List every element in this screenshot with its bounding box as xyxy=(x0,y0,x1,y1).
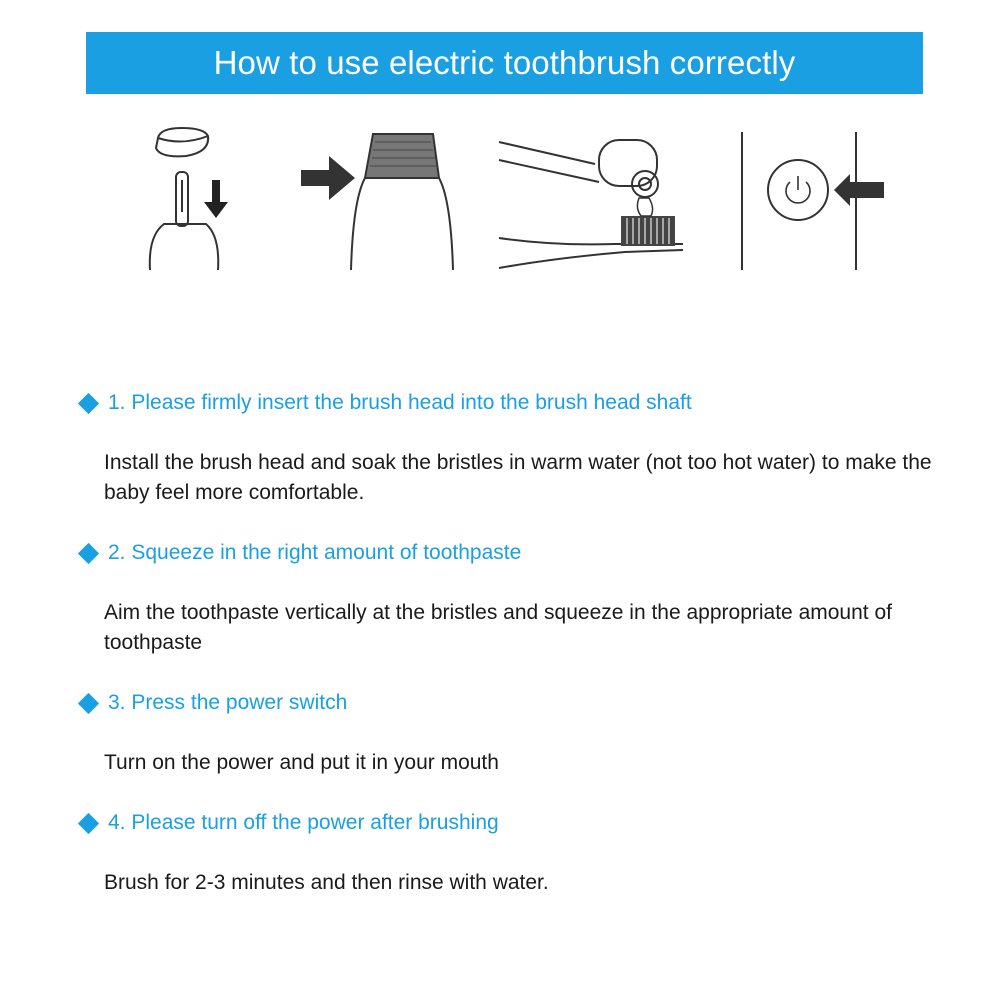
step-4-title: 4. Please turn off the power after brushing xyxy=(108,811,499,834)
diamond-bullet-icon xyxy=(78,812,99,833)
brush-head-insert-icon xyxy=(130,120,250,280)
step-4-heading xyxy=(76,808,499,838)
diamond-bullet-icon xyxy=(78,692,99,713)
step-2-title: 2. Squeeze in the right amount of toothpaste xyxy=(108,541,522,564)
step-3-heading xyxy=(76,688,347,718)
step-1-title: 1. Please firmly insert the brush head into the brush head shaft xyxy=(108,391,692,414)
step-4-description: Brush for 2-3 minutes and then rinse with water. xyxy=(104,871,549,894)
brush-head-push-icon xyxy=(295,120,470,280)
step-2-description: Aim the toothpaste vertically at the bristles and squeeze in the appropriate amount of toothpaste xyxy=(104,601,892,654)
page-title-banner xyxy=(86,32,923,94)
step-3-description: Turn on the power and put it in your mouth xyxy=(104,751,499,774)
diamond-bullet-icon xyxy=(78,392,99,413)
power-button-icon xyxy=(730,120,890,280)
step-3-title: 3. Press the power switch xyxy=(108,691,348,714)
step-2-heading xyxy=(76,538,521,568)
page-title: How to use electric toothbrush correctly xyxy=(213,44,796,81)
step-1-description: Install the brush head and soak the bristles in warm water (not too hot water) to make the baby feel more comfortable. xyxy=(104,451,932,504)
step-1-heading xyxy=(76,388,692,418)
diamond-bullet-icon xyxy=(78,542,99,563)
toothpaste-squeeze-icon xyxy=(495,120,690,280)
